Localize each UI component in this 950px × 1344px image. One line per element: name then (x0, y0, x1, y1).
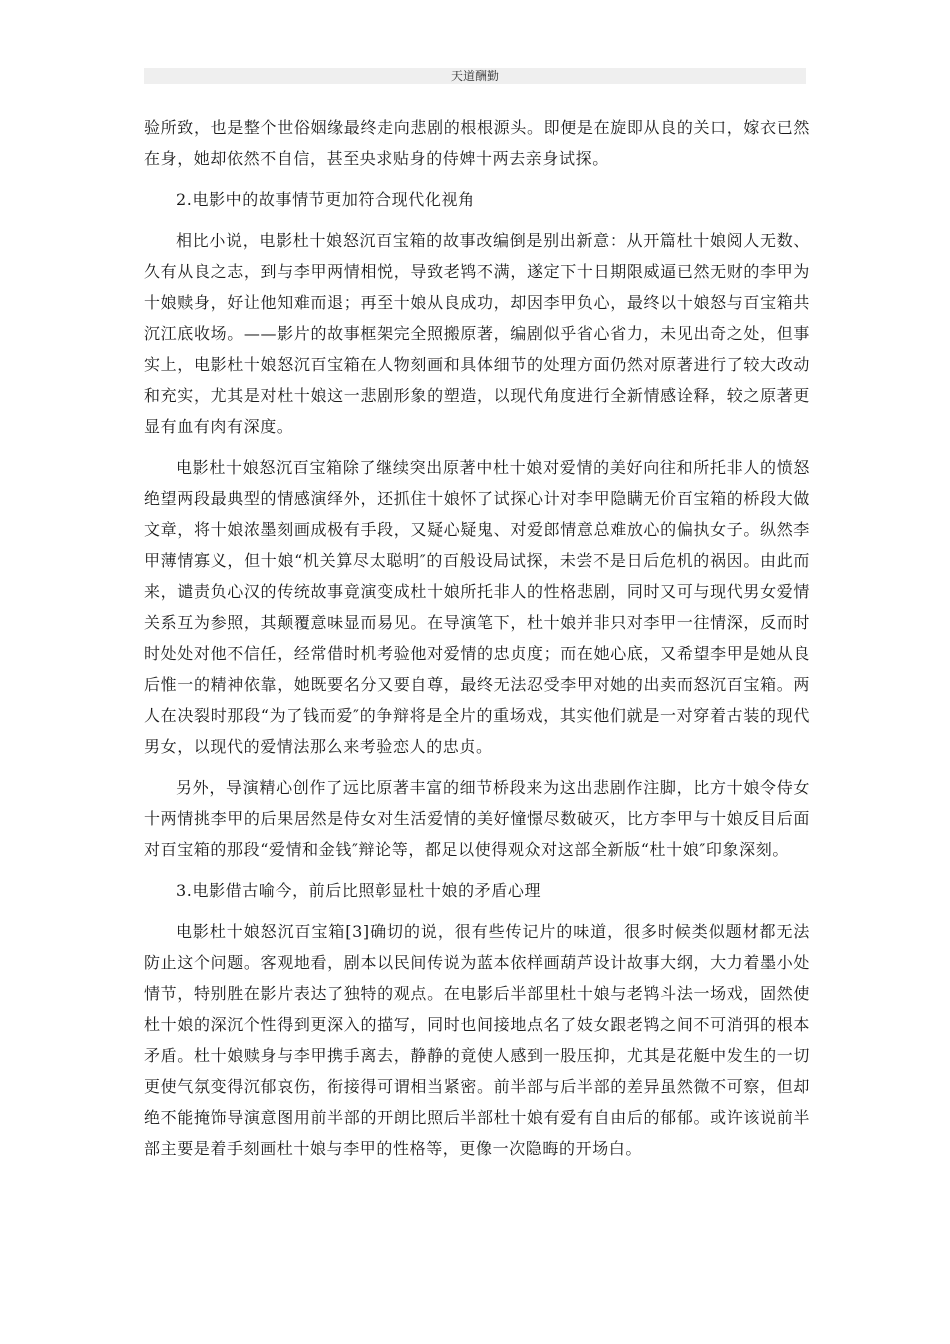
paragraph: 电影杜十娘怒沉百宝箱除了继续突出原著中杜十娘对爱情的美好向往和所托非人的愤怒绝望两段最典型的情感演绎外，还抓住十娘怀了试探心计对李甲隐瞒无价百宝箱的桥段大做文章，将十娘浓墨刻画成极有手段，又疑心疑鬼、对爱郎情意总难放心的偏执女子。纵然李甲薄情寡义，但十娘“机关算尽太聪明″的百般设局试探，未尝不是日后危机的祸因。由此而来，谴责负心汉的传统故事竟演变成杜十娘所托非人的性格悲剧，同时又可与现代男女爱情关系互为参照，其颠覆意味显而易见。在导演笔下，杜十娘并非只对李甲一往情深，反而时时处处对他不信任，经常借时机考验他对爱情的忠贞度；而在她心底，又希望李甲是她从良后惟一的精神依靠，她既要名分又要自尊，最终无法忍受李甲对她的出卖而怒沉百宝箱。两人在决裂时那段“为了钱而爱″的争辩将是全片的重场戏，其实他们就是一对穿着古装的现代男女，以现代的爱情法那么来考验恋人的忠贞。 (144, 458, 810, 756)
page-header: 天道酬勤 (144, 68, 806, 84)
section-heading-2: 2.电影中的故事情节更加符合现代化视角 (176, 190, 475, 209)
paragraph: 另外，导演精心创作了远比原著丰富的细节桥段来为这出悲剧作注脚，比方十娘令侍女十两情挑李甲的后果居然是侍女对生活爱情的美好憧憬尽数破灭，比方李甲与十娘反目后面对百宝箱的那段“爱情和金钱″辩论等，都足以使得观众对这部全新版“杜十娘″印象深刻。 (144, 778, 810, 859)
paragraph-continuation: 验所致，也是整个世俗姻缘最终走向悲剧的根根源头。即便是在旋即从良的关口，嫁衣已然在身，她却依然不自信，甚至央求贴身的侍婢十两去亲身试探。 (144, 118, 810, 168)
paragraph: 电影杜十娘怒沉百宝箱[3]确切的说，很有些传记片的味道，很多时候类似题材都无法防止这个问题。客观地看，剧本以民间传说为蓝本依样画葫芦设计故事大纲，大力着墨小处情节，特别胜在影片表达了独特的观点。在电影后半部里杜十娘与老鸨斗法一场戏，固然使杜十娘的深沉个性得到更深入的描写，同时也间接地点名了妓女跟老鸨之间不可消弭的根本矛盾。杜十娘赎身与李甲携手离去，静静的竟使人感到一股压抑，尤其是花艇中发生的一切更使气氛变得沉郁哀伤，衔接得可谓相当紧密。前半部与后半部的差异虽然微不可察，但却绝不能掩饰导演意图用前半部的开朗比照后半部杜十娘有爱有自由后的郁郁。或许该说前半部主要是着手刻画杜十娘与李甲的性格等，更像一次隐晦的开场白。 (144, 922, 810, 1158)
paragraph: 相比小说，电影杜十娘怒沉百宝箱的故事改编倒是别出新意：从开篇杜十娘阅人无数、久有从良之志，到与李甲两情相悦，导致老鸨不满，遂定下十日期限威逼已然无财的李甲为十娘赎身，好让他知难而退；再至十娘从良成功，却因李甲负心，最终以十娘怒与百宝箱共沉江底收场。——影片的故事框架完全照搬原著，编剧似乎省心省力，未见出奇之处，但事实上，电影杜十娘怒沉百宝箱在人物刻画和具体细节的处理方面仍然对原著进行了较大改动和充实，尤其是对杜十娘这一悲剧形象的塑造，以现代角度进行全新情感诠释，较之原著更显有血有肉有深度。 (144, 231, 810, 436)
section-heading-3: 3.电影借古喻今，前后比照彰显杜十娘的矛盾心理 (176, 881, 542, 900)
document-body (144, 112, 810, 1174)
